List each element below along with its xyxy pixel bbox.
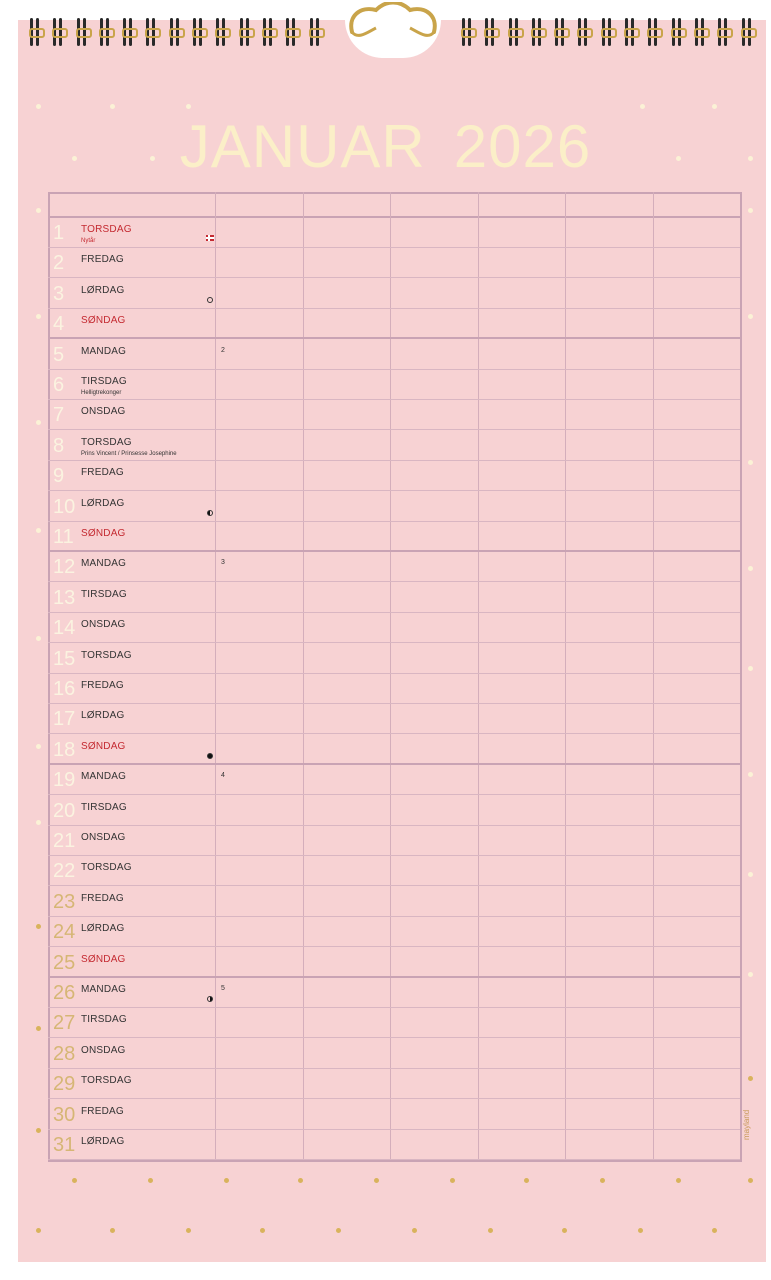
day-row[interactable] — [48, 279, 740, 309]
spiral-ring-icon — [742, 18, 754, 48]
day-name: FREDAG — [81, 680, 124, 691]
day-number: 3 — [53, 282, 65, 305]
day-name: LØRDAG — [81, 1136, 125, 1147]
decorative-dot-icon — [676, 156, 681, 161]
spiral-ring-icon — [602, 18, 614, 48]
day-name: FREDAG — [81, 467, 124, 479]
day-row[interactable] — [48, 917, 740, 947]
day-name: SØNDAG — [81, 528, 126, 539]
week-number: 2 — [221, 346, 225, 354]
decorative-dot-icon — [748, 872, 753, 877]
holiday-label: Nytår — [81, 238, 96, 244]
decorative-dot-icon — [36, 528, 41, 533]
day-number: 30 — [53, 1103, 76, 1126]
day-name: TIRSDAG — [81, 1014, 127, 1026]
day-row[interactable] — [48, 704, 740, 734]
decorative-dot-icon — [36, 1128, 41, 1133]
day-name: SØNDAG — [81, 740, 126, 752]
spiral-ring-icon — [718, 18, 730, 48]
decorative-dot-icon — [110, 1228, 115, 1233]
day-name: LØRDAG — [81, 497, 125, 509]
week-number: 5 — [221, 985, 225, 992]
decorative-dot-icon — [748, 1178, 753, 1183]
decorative-dot-icon — [186, 104, 191, 109]
day-name: MANDAG — [81, 345, 127, 357]
day-name: FREDAG — [81, 892, 124, 904]
spiral-ring-icon — [648, 18, 660, 48]
day-number: 24 — [53, 921, 76, 944]
day-name: LØRDAG — [81, 923, 125, 935]
day-number: 5 — [53, 343, 65, 366]
day-name: TORSDAG — [81, 224, 132, 235]
day-row[interactable] — [48, 1069, 740, 1099]
month-name: JANUAR — [179, 113, 426, 180]
decorative-dot-icon — [36, 1026, 41, 1031]
day-number: 12 — [53, 556, 76, 579]
decorative-dot-icon — [36, 420, 41, 425]
decorative-dot-icon — [148, 1178, 153, 1183]
day-name: SØNDAG — [81, 315, 126, 327]
day-row[interactable] — [48, 796, 740, 826]
day-row[interactable] — [48, 370, 740, 400]
day-name: LØRDAG — [81, 284, 125, 296]
day-row[interactable] — [48, 856, 740, 886]
spiral-ring-icon — [30, 18, 42, 48]
spiral-ring-icon — [53, 18, 65, 48]
decorative-dot-icon — [638, 1228, 643, 1233]
decorative-dot-icon — [110, 104, 115, 109]
spiral-ring-icon — [77, 18, 89, 48]
moon-phase-icon — [207, 996, 213, 1002]
spiral-ring-icon — [532, 18, 544, 48]
decorative-dot-icon — [298, 1178, 303, 1183]
decorative-dot-icon — [36, 314, 41, 319]
decorative-dot-icon — [260, 1228, 265, 1233]
day-name: ONSDAG — [81, 406, 126, 418]
holiday-label: Prins Vincent / Prinsesse Josephine — [81, 450, 177, 457]
hanger-hook-icon — [346, 2, 440, 42]
day-row[interactable] — [48, 461, 740, 491]
day-number: 13 — [53, 586, 76, 609]
moon-phase-icon — [207, 297, 213, 303]
day-row[interactable] — [48, 522, 740, 552]
day-name: FREDAG — [81, 254, 124, 266]
decorative-dot-icon — [488, 1228, 493, 1233]
decorative-dot-icon — [36, 208, 41, 213]
day-row[interactable] — [48, 552, 740, 582]
decorative-dot-icon — [224, 1178, 229, 1183]
day-number: 15 — [53, 647, 76, 670]
day-number: 26 — [53, 982, 76, 1004]
decorative-dot-icon — [600, 1178, 605, 1183]
day-number: 29 — [53, 1073, 76, 1096]
day-name: TORSDAG — [81, 649, 132, 661]
decorative-dot-icon — [640, 104, 645, 109]
day-row[interactable] — [48, 613, 740, 643]
spiral-ring-icon — [263, 18, 275, 48]
spiral-ring-icon — [578, 18, 590, 48]
decorative-dot-icon — [150, 156, 155, 161]
brand-logo: mayland — [742, 1109, 751, 1140]
decorative-dot-icon — [748, 1076, 753, 1081]
day-row[interactable] — [48, 948, 740, 978]
day-number: 9 — [53, 465, 65, 488]
decorative-dot-icon — [36, 744, 41, 749]
day-number: 8 — [53, 434, 65, 457]
decorative-dot-icon — [186, 1228, 191, 1233]
day-name: TIRSDAG — [81, 801, 127, 813]
row-divider — [48, 1159, 740, 1160]
moon-phase-icon — [207, 753, 213, 759]
decorative-dot-icon — [36, 924, 41, 929]
decorative-dot-icon — [36, 636, 41, 641]
day-row[interactable] — [48, 735, 740, 765]
day-name: MANDAG — [81, 771, 127, 783]
day-row[interactable] — [48, 826, 740, 856]
decorative-dot-icon — [36, 820, 41, 825]
day-name: LØRDAG — [81, 710, 125, 722]
decorative-dot-icon — [524, 1178, 529, 1183]
decorative-dot-icon — [72, 1178, 77, 1183]
spiral-ring-icon — [509, 18, 521, 48]
day-row[interactable] — [48, 583, 740, 613]
spiral-ring-icon — [310, 18, 322, 48]
day-number: 4 — [53, 313, 65, 336]
spiral-ring-icon — [100, 18, 112, 48]
day-row[interactable] — [48, 644, 740, 674]
decorative-dot-icon — [748, 156, 753, 161]
day-name: TORSDAG — [81, 1075, 132, 1087]
week-number: 4 — [221, 772, 225, 780]
day-row[interactable] — [48, 218, 740, 248]
danish-flag-icon — [206, 235, 214, 241]
day-row[interactable] — [48, 340, 740, 370]
day-number: 6 — [53, 374, 65, 396]
decorative-dot-icon — [374, 1178, 379, 1183]
day-number: 1 — [53, 222, 65, 244]
decorative-dot-icon — [36, 1228, 41, 1233]
decorative-dot-icon — [712, 104, 717, 109]
day-name: FREDAG — [81, 1105, 124, 1117]
day-name: TIRSDAG — [81, 376, 127, 387]
spiral-ring-icon — [625, 18, 637, 48]
holiday-label: Helligtrekonger — [81, 390, 122, 396]
day-name: SØNDAG — [81, 953, 126, 965]
day-number: 16 — [53, 678, 76, 700]
decorative-dot-icon — [412, 1228, 417, 1233]
day-row[interactable] — [48, 1100, 740, 1130]
day-name: ONSDAG — [81, 1044, 126, 1056]
spiral-ring-icon — [123, 18, 135, 48]
day-number: 23 — [53, 890, 76, 913]
day-row[interactable] — [48, 765, 740, 795]
decorative-dot-icon — [748, 208, 753, 213]
day-name: MANDAG — [81, 558, 127, 570]
day-name: TORSDAG — [81, 862, 132, 874]
day-number: 17 — [53, 708, 76, 731]
calendar-grid — [48, 192, 740, 1160]
day-row[interactable] — [48, 1008, 740, 1038]
spiral-ring-icon — [462, 18, 474, 48]
year: 2026 — [453, 113, 592, 180]
day-row[interactable] — [48, 248, 740, 278]
day-row[interactable] — [48, 978, 740, 1008]
decorative-dot-icon — [676, 1178, 681, 1183]
spiral-ring-icon — [146, 18, 158, 48]
spiral-ring-icon — [555, 18, 567, 48]
day-number: 10 — [53, 495, 76, 518]
decorative-dot-icon — [748, 972, 753, 977]
decorative-dot-icon — [712, 1228, 717, 1233]
day-name: ONSDAG — [81, 832, 126, 843]
day-number: 21 — [53, 830, 76, 852]
spiral-binding-left — [30, 18, 333, 50]
decorative-dot-icon — [748, 666, 753, 671]
day-name: TORSDAG — [81, 436, 132, 448]
day-name: TIRSDAG — [81, 588, 127, 600]
day-number: 14 — [53, 617, 76, 640]
day-number: 2 — [53, 252, 65, 275]
day-name: MANDAG — [81, 984, 127, 995]
day-row[interactable] — [48, 1039, 740, 1069]
week-number: 3 — [221, 559, 225, 567]
decorative-dot-icon — [748, 460, 753, 465]
spiral-ring-icon — [170, 18, 182, 48]
moon-phase-icon — [207, 510, 213, 516]
day-number: 31 — [53, 1134, 76, 1156]
day-number: 19 — [53, 769, 76, 792]
decorative-dot-icon — [336, 1228, 341, 1233]
spiral-ring-icon — [216, 18, 228, 48]
decorative-dot-icon — [748, 566, 753, 571]
day-row[interactable] — [48, 431, 740, 461]
spiral-ring-icon — [485, 18, 497, 48]
day-number: 25 — [53, 951, 76, 974]
day-row[interactable] — [48, 674, 740, 704]
day-number: 11 — [53, 526, 74, 548]
spiral-binding-right — [462, 18, 765, 50]
day-number: 20 — [53, 799, 76, 822]
day-number: 18 — [53, 738, 76, 761]
day-row[interactable] — [48, 400, 740, 430]
day-row[interactable] — [48, 1130, 740, 1160]
day-row[interactable] — [48, 887, 740, 917]
spiral-ring-icon — [193, 18, 205, 48]
decorative-dot-icon — [450, 1178, 455, 1183]
spiral-ring-icon — [286, 18, 298, 48]
day-name: ONSDAG — [81, 619, 126, 631]
day-row[interactable] — [48, 309, 740, 339]
decorative-dot-icon — [748, 314, 753, 319]
spiral-ring-icon — [695, 18, 707, 48]
decorative-dot-icon — [72, 156, 77, 161]
spiral-ring-icon — [240, 18, 252, 48]
day-number: 28 — [53, 1042, 76, 1065]
month-title — [0, 112, 771, 181]
day-number: 7 — [53, 404, 65, 427]
decorative-dot-icon — [36, 104, 41, 109]
decorative-dot-icon — [748, 772, 753, 777]
spiral-ring-icon — [672, 18, 684, 48]
day-number: 27 — [53, 1012, 76, 1035]
day-row[interactable] — [48, 492, 740, 522]
day-number: 22 — [53, 860, 76, 883]
decorative-dot-icon — [562, 1228, 567, 1233]
